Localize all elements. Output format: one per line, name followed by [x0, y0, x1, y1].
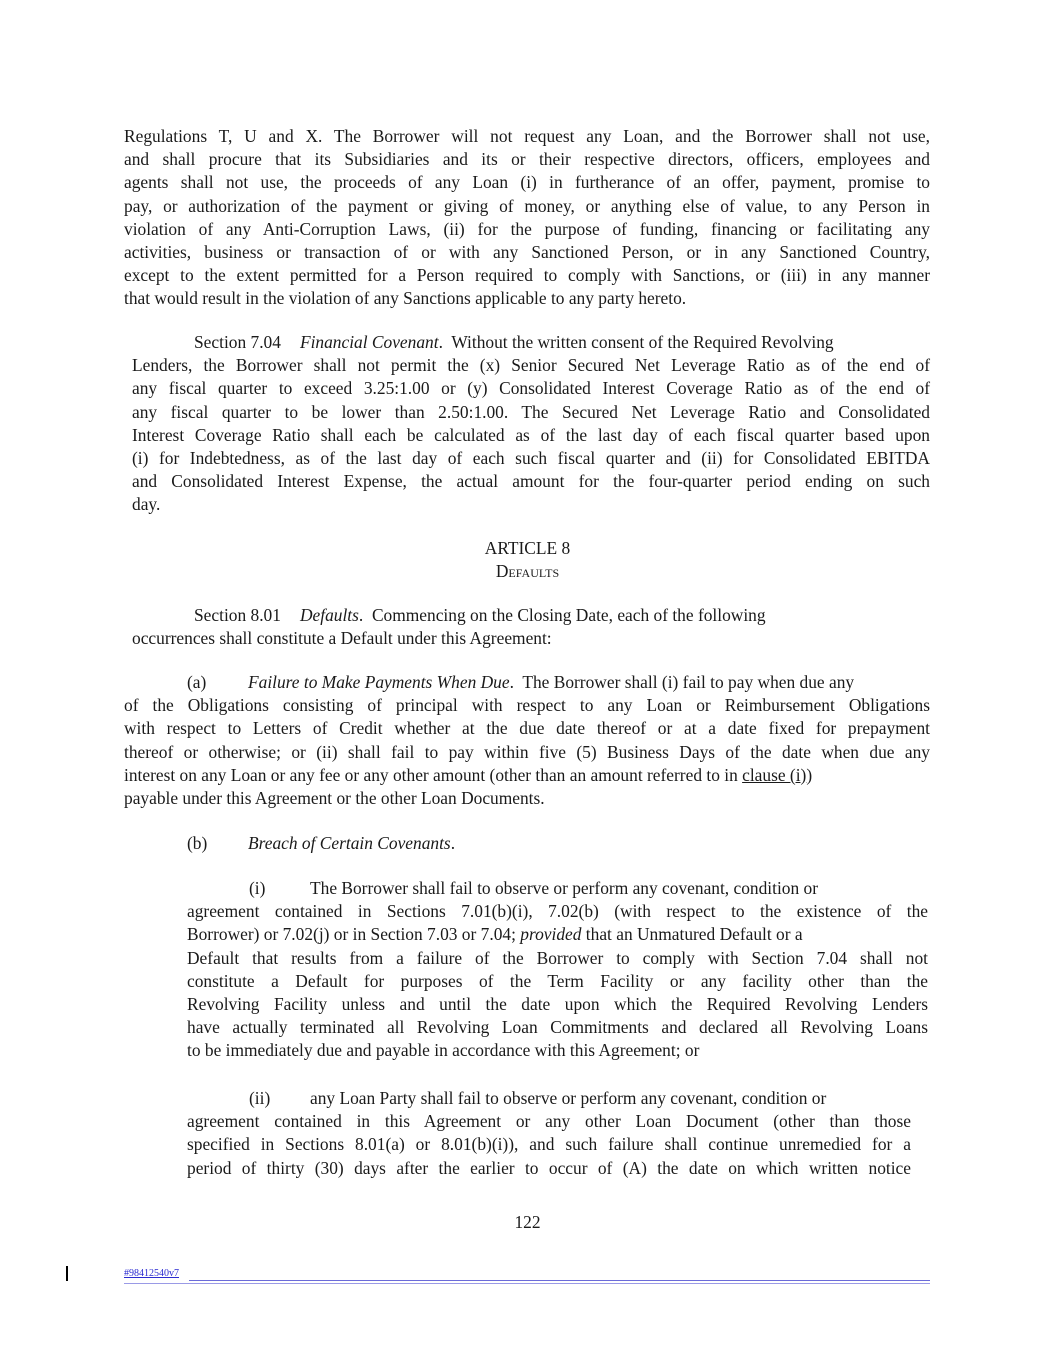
- text-line: except to the extent permitted for a Person required to comply with Sanctions, or (iii) in any manner: [124, 265, 930, 286]
- clause-b-line: (b) Breach of Certain Covenants.: [187, 832, 930, 855]
- text-line: agreement contained in this Agreement or any other Loan Document (other than those: [187, 1111, 911, 1132]
- text-line: agents shall not use, the proceeds of any Loan (i) in furtherance of an offer, payment, promise to: [124, 172, 930, 193]
- text-line: any fiscal quarter to be lower than 2.50:1.00. The Secured Net Leverage Ratio and Consolidated: [132, 401, 930, 422]
- text-run-italic: provided: [520, 924, 582, 945]
- clause-b-i-first-line: [187, 877, 928, 900]
- text-line: violation of any Anti-Corruption Laws, (ii) for the purpose of funding, financing or facilitating any: [124, 218, 930, 239]
- text-line: and shall procure that its Subsidiaries and its or their respective directors, officers, employees and: [124, 149, 930, 170]
- section-number: Section 7.04: [194, 332, 281, 352]
- text-line: with respect to Letters of Credit whether at the due date thereof or at a date fixed for prepayment: [124, 718, 930, 739]
- clause-b-ii: [187, 1087, 911, 1180]
- text-line: and Consolidated Interest Expense, the actual amount for the four-quarter period ending on such: [132, 471, 930, 492]
- clause-label: (i): [249, 878, 266, 898]
- clause-title: Breach of Certain Covenants: [248, 833, 451, 853]
- text-line: Regulations T, U and X. The Borrower will not request any Loan, and the Borrower shall not use,: [124, 126, 930, 146]
- text-run: any Loan Party shall fail to observe or perform any covenant, condition or: [310, 1088, 827, 1108]
- text-run: Without the written consent of the Required Revolving: [442, 332, 834, 352]
- clause-b: [187, 832, 930, 855]
- text-run: The Borrower shall (i) fail to pay when due any: [513, 672, 855, 692]
- text-run: The Borrower shall fail to observe or perform any covenant, condition or: [310, 878, 819, 898]
- clause-label: (ii): [249, 1088, 271, 1108]
- document-id: #98412540v7: [124, 1268, 179, 1279]
- text-line: (i) for Indebtedness, as of the last day of each such fiscal quarter and (ii) for Consolidated EBITDA: [132, 448, 930, 469]
- text-line: day.: [132, 494, 161, 515]
- text-line: period of thirty (30) days after the earlier to occur of (A) the date on which written notice: [187, 1157, 911, 1178]
- page-number: 122: [514, 1212, 541, 1232]
- text-line: thereof or otherwise; or (ii) shall fail to pay within five (5) Business Days of the date when due any: [124, 741, 930, 762]
- section-title: Financial Covenant: [299, 332, 439, 352]
- clause-title: Failure to Make Payments When Due: [248, 672, 510, 692]
- text-line: constitute a Default for purposes of the Term Facility or any facility other than the: [187, 970, 928, 991]
- text-line: agreement contained in Sections 7.01(b)(i), 7.02(b) (with respect to the existence of the: [187, 901, 928, 922]
- text-line: pay, or authorization of the payment or giving of money, or anything else of value, to any Person in: [124, 195, 930, 216]
- text-line: that would result in the violation of any Sanctions applicable to any party hereto.: [124, 288, 687, 309]
- text-line: any fiscal quarter to exceed 3.25:1.00 or (y) Consolidated Interest Coverage Ratio as of the end of: [132, 378, 930, 399]
- clause-label: (b): [187, 833, 208, 853]
- clause-a: [124, 671, 930, 810]
- paragraph-regulations: [124, 125, 930, 311]
- text-run: interest on any Loan or any fee or any other amount (other than an amount referred to in: [124, 764, 743, 785]
- section-7-04-first-line: Section 7.04 Financial Covenant. Without the written consent of the Required Revolving: [194, 332, 834, 352]
- footer-rule: [189, 1280, 930, 1281]
- article-subtitle: Defaults: [495, 561, 560, 582]
- text-line: have actually terminated all Revolving Loan Commitments and declared all Revolving Loans: [187, 1017, 928, 1038]
- section-7-04: [132, 331, 930, 517]
- revision-bar: [66, 1266, 68, 1281]
- text-line: specified in Sections 8.01(a) or 8.01(b)(i)), and such failure shall continue unremedied for a: [187, 1134, 911, 1155]
- footer-rule-lower: [124, 1283, 930, 1284]
- clause-a-first-line: (a) Failure to Make Payments When Due. The Borrower shall (i) fail to pay when due any: [124, 671, 930, 694]
- text-run: Borrower) or 7.02(j) or in Section 7.03 or 7.04;: [187, 924, 521, 945]
- text-line: payable under this Agreement or the other Loan Documents.: [124, 788, 545, 809]
- text-line: activities, business or transaction of or with any Sanctioned Person, or in any Sanctioned Country,: [124, 242, 930, 263]
- section-8-01-first-line: Section 8.01 Defaults. Commencing on the Closing Date, each of the following: [194, 605, 766, 625]
- clause-label: (a): [187, 672, 207, 692]
- text-line: of the Obligations consisting of principal with respect to any Loan or Reimbursement Obligations: [124, 695, 930, 716]
- section-8-01: [132, 604, 930, 650]
- text-line: [124, 764, 930, 787]
- clause-b-ii-first-line: [187, 1087, 911, 1110]
- clause-b-i: [187, 877, 928, 1063]
- clause-reference: clause (i): [742, 764, 807, 785]
- text-line: Lenders, the Borrower shall not permit the (x) Senior Secured Net Leverage Ratio as of the end of: [132, 355, 930, 376]
- text-run: ): [806, 764, 813, 785]
- section-title: Defaults: [299, 605, 359, 625]
- text-run: Commencing on the Closing Date, each of the following: [363, 605, 766, 625]
- article-heading: [0, 537, 1055, 583]
- text-run: that an Unmatured Default or a: [581, 924, 803, 945]
- article-title: ARTICLE 8: [484, 538, 571, 558]
- text-line: [187, 923, 928, 946]
- text-line: occurrences shall constitute a Default under this Agreement:: [132, 628, 552, 649]
- text-line: to be immediately due and payable in accordance with this Agreement; or: [187, 1040, 700, 1061]
- text-line: Interest Coverage Ratio shall each be calculated as of the last day of each fiscal quarter based upon: [132, 424, 930, 445]
- section-number: Section 8.01: [194, 605, 281, 625]
- text-line: Default that results from a failure of the Borrower to comply with Section 7.04 shall not: [187, 947, 928, 968]
- text-line: Revolving Facility unless and until the date upon which the Required Revolving Lenders: [187, 994, 928, 1015]
